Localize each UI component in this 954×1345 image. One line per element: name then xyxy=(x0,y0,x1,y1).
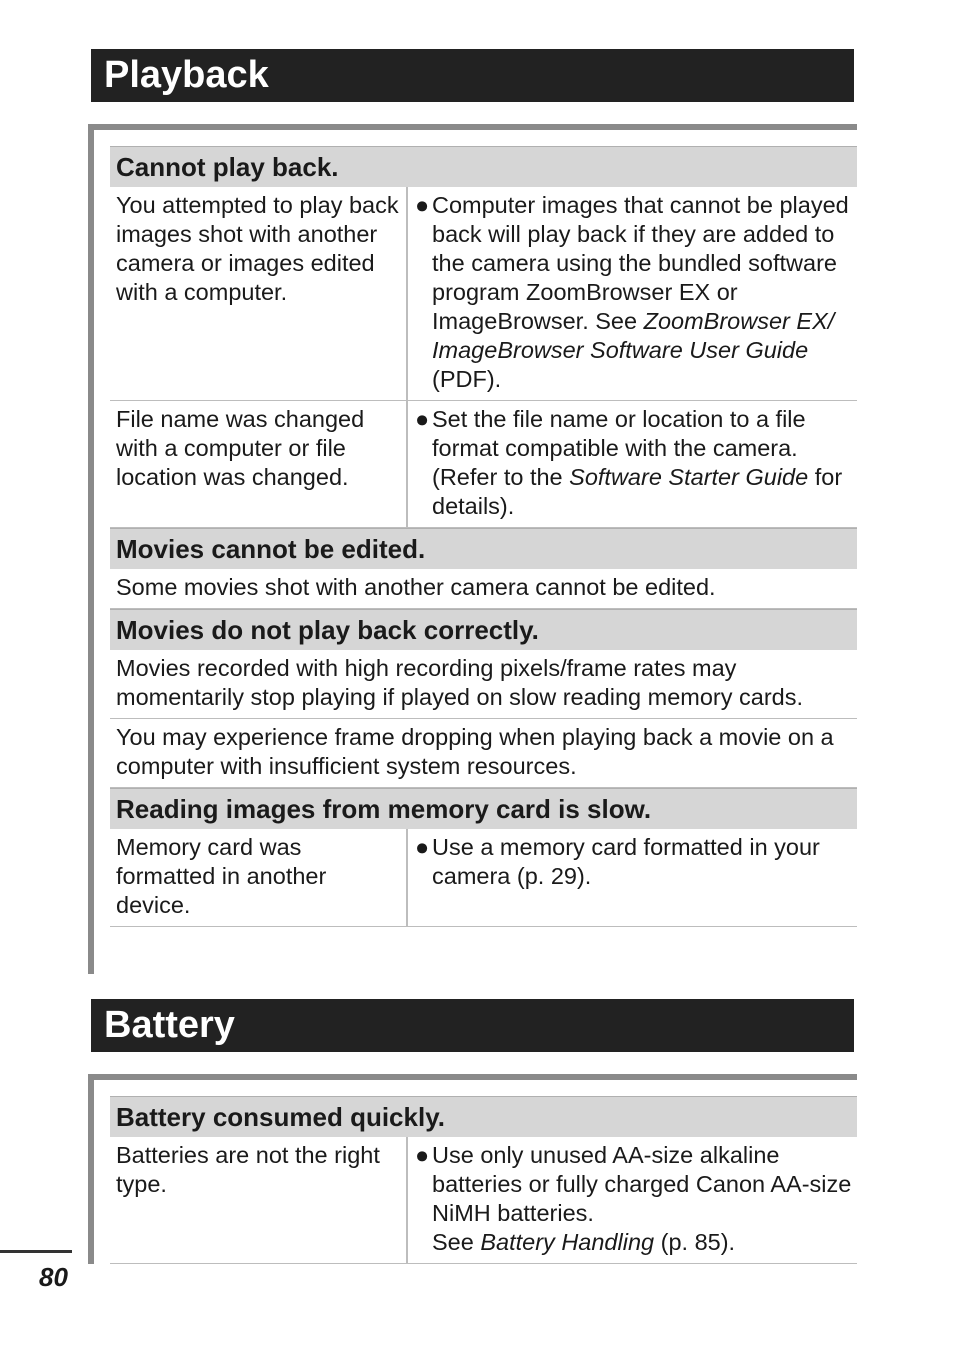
battery-consumed-heading: Battery consumed quickly. xyxy=(110,1096,857,1137)
table-row xyxy=(110,401,857,528)
remedy-text: Set the file name or location to a file format compatible with the camera. (Refer to the xyxy=(432,406,806,490)
battery-title: Battery xyxy=(91,999,854,1052)
cause-cell: Memory card was formatted in another device. xyxy=(110,829,408,926)
reading-slow-heading: Reading images from memory card is slow. xyxy=(110,788,857,829)
cannot-play-heading: Cannot play back. xyxy=(110,146,857,187)
page-number: 80 xyxy=(39,1262,68,1292)
battery-section xyxy=(88,1074,857,1264)
page-number-rule xyxy=(0,1250,72,1253)
table-row xyxy=(110,829,857,927)
bullet-icon: ● xyxy=(415,406,430,432)
cause-cell: You attempted to play back images shot with another camera or images edited with a computer. xyxy=(110,187,408,400)
table-row xyxy=(110,187,857,401)
movies-play-text-2: You may experience frame dropping when playing back a movie on a computer with insufficient system resources. xyxy=(110,719,857,788)
remedy-text-end: (PDF). xyxy=(432,366,502,392)
bullet-icon: ● xyxy=(415,834,430,860)
cause-cell: Batteries are not the right type. xyxy=(110,1137,408,1263)
movies-edit-heading: Movies cannot be edited. xyxy=(110,528,857,569)
remedy-cell xyxy=(408,1137,857,1263)
remedy-text-end: (p. 85). xyxy=(654,1229,736,1255)
table-row xyxy=(110,1137,857,1264)
remedy-cell xyxy=(408,829,857,926)
bullet-icon: ● xyxy=(415,192,430,218)
remedy-cell xyxy=(408,401,857,527)
playback-title: Playback xyxy=(91,49,854,102)
playback-section xyxy=(88,124,857,974)
bullet-icon: ● xyxy=(415,1142,430,1168)
remedy-see: See xyxy=(432,1229,481,1255)
remedy-text: Computer images that cannot be played back will play back if they are added to the camera using the bundled software program ZoomBrowser EX or ImageBrowser. See xyxy=(432,192,849,334)
remedy-text: Use a memory card formatted in your camera (p. 29). xyxy=(432,834,820,889)
movies-play-text-1: Movies recorded with high recording pixels/frame rates may momentarily stop playing if played on slow reading memory cards. xyxy=(110,650,857,719)
remedy-guide-title: Battery Handling xyxy=(480,1229,655,1255)
remedy-cell xyxy=(408,187,857,400)
movies-edit-text: Some movies shot with another camera cannot be edited. xyxy=(110,569,857,609)
remedy-text-end: for details). xyxy=(432,464,843,519)
remedy-guide-title: Software Starter Guide xyxy=(569,464,809,490)
movies-play-heading: Movies do not play back correctly. xyxy=(110,609,857,650)
cause-cell: File name was changed with a computer or file location was changed. xyxy=(110,401,408,527)
remedy-guide-title: ZoomBrowser EX/ ImageBrowser Software User Guide xyxy=(432,308,835,363)
remedy-text: Use only unused AA-size alkaline batteries or fully charged Canon AA-size NiMH batteries. xyxy=(432,1142,852,1226)
